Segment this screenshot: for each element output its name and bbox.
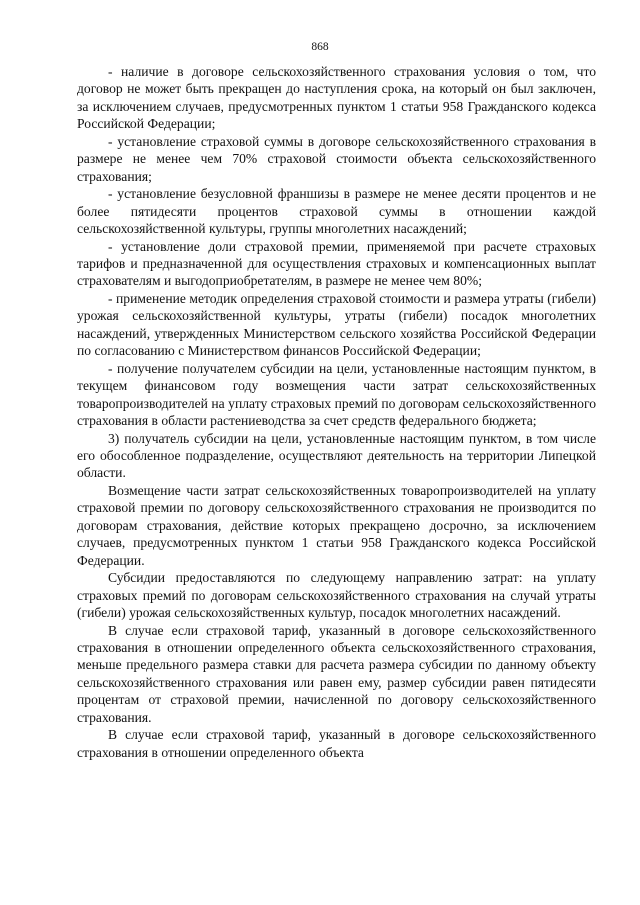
paragraph: - установление безусловной франшизы в размере не менее десяти процентов и не более пятидесяти процентов страховой суммы в отношении каждой сельскохозяйственной культуры, группы многолетних насаждений; [77, 186, 596, 237]
paragraph: В случае если страховой тариф, указанный в договоре сельскохозяйственного страхования в отношении определенного объекта [77, 727, 596, 760]
paragraph: - применение методик определения страховой стоимости и размера утраты (гибели) урожая сельскохозяйственной культуры, утраты (гибели) посадок многолетних насаждений, утвержденных Министерством сельского хозяйства Российской Федерации по согласованию с Министерством финансов Российской Федерации; [77, 290, 596, 359]
paragraph: В случае если страховой тариф, указанный в договоре сельскохозяйственного страхования в отношении определенного объекта сельскохозяйственного страхования, меньше предельного размера ставки для расчета размера субсидии по данному объекту сельскохозяйственного страхования или равен ему, размер субсидии равен пятидесяти процентам от страховой премии, начисленной по договору сельскохозяйственного страхования. [77, 622, 596, 725]
paragraph: - наличие в договоре сельскохозяйственного страхования условия о том, что договор не может быть прекращен до наступления срока, на который он был заключен, за исключением случаев, предусмотренных пунктом 1 статьи 958 Гражданского кодекса Российской Федерации; [77, 64, 596, 132]
document-body [77, 63, 596, 761]
paragraph: - установление доли страховой премии, применяемой при расчете страховых тарифов и предназначенной для осуществления страховых и компенсационных выплат страхователям и выгодоприобретателям, в размере не менее чем 80%; [77, 238, 596, 289]
paragraph: Возмещение части затрат сельскохозяйственных товаропроизводителей на уплату страховой премии по договору сельскохозяйственного страхования не производится по договорам страхования, действие которых прекращено досрочно, за исключением случаев, предусмотренных пунктом 1 статьи 958 Гражданского кодекса Российской Федерации. [77, 482, 596, 568]
page-number: 868 [311, 41, 329, 53]
paragraph: - установление страховой суммы в договоре сельскохозяйственного страхования в размере не менее чем 70% страховой стоимости объекта сельскохозяйственного страхования; [77, 133, 596, 184]
paragraph: - получение получателем субсидии на цели, установленные настоящим пунктом, в текущем финансовом году возмещения части затрат сельскохозяйственных товаропроизводителей на уплату страховых премий по договорам сельскохозяйственного страхования в области растениеводства за счет средств федерального бюджета; [77, 360, 596, 429]
paragraph: 3) получатель субсидии на цели, установленные настоящим пунктом, в том числе его обособленное подразделение, осуществляют деятельность на территории Липецкой области. [77, 430, 596, 481]
paragraph: Субсидии предоставляются по следующему направлению затрат: на уплату страховых премий по договорам сельскохозяйственного страхования на случай утраты (гибели) урожая сельскохозяйственных культур, посадок многолетних насаждений. [77, 570, 596, 621]
